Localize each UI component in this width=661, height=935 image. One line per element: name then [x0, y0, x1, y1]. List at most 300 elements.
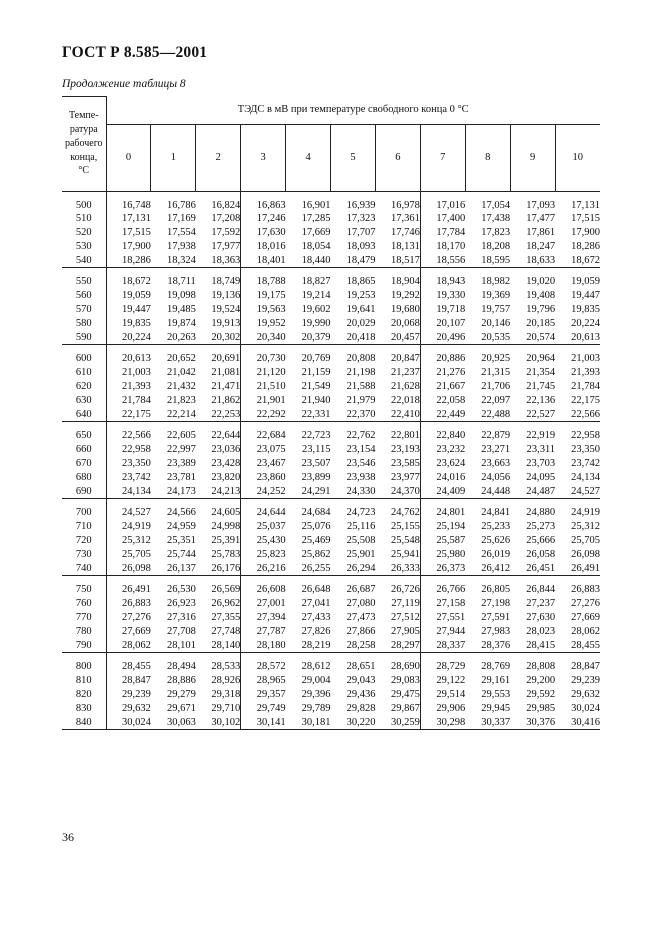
- emf-value-cell: 19,059: [571, 276, 600, 288]
- table-row: [62, 303, 600, 317]
- temperature-cell: 830: [62, 702, 106, 716]
- emf-value-cell: 23,860: [241, 471, 286, 485]
- emf-value-cell: 20,418: [331, 331, 376, 345]
- table-row: [62, 688, 600, 702]
- emf-value-cell: 22,097: [481, 394, 511, 406]
- emf-value-cell: 16,748: [122, 199, 151, 211]
- emf-value-cell: 24,252: [241, 485, 286, 499]
- emf-value-cell: 18,904: [390, 276, 420, 288]
- emf-value-cell: 16,901: [301, 199, 331, 211]
- emf-value-cell: 28,533: [211, 661, 241, 673]
- emf-value-cell: 17,900: [122, 240, 151, 252]
- emf-value-cell: 18,016: [241, 240, 286, 254]
- column-header: 8: [465, 124, 510, 191]
- temperature-cell: 750: [62, 576, 106, 597]
- emf-value-cell: 20,652: [166, 353, 196, 365]
- emf-value-cell: 29,122: [420, 674, 465, 688]
- emf-value-cell: 20,925: [481, 353, 511, 365]
- emf-value-cell: 18,711: [167, 276, 196, 288]
- table-row: [62, 499, 600, 520]
- emf-value-cell: 17,515: [571, 213, 600, 225]
- emf-value-cell: 22,919: [526, 430, 556, 442]
- emf-value-cell: 21,393: [571, 367, 600, 379]
- emf-value-cell: 24,134: [571, 471, 600, 483]
- emf-value-cell: 22,018: [390, 394, 420, 406]
- table-row: [62, 520, 600, 534]
- emf-value-cell: 21,706: [481, 381, 511, 393]
- emf-value-cell: 16,863: [241, 191, 286, 212]
- emf-value-cell: 20,535: [465, 331, 510, 345]
- column-header: 4: [286, 124, 331, 191]
- emf-value-cell: 22,566: [122, 430, 151, 442]
- emf-value-cell: 19,641: [346, 304, 376, 316]
- emf-value-cell: 25,823: [241, 548, 286, 562]
- emf-value-cell: 22,449: [420, 408, 465, 422]
- temperature-cell: 700: [62, 499, 106, 520]
- emf-value-cell: 26,098: [106, 562, 151, 576]
- emf-value-cell: 25,430: [241, 534, 286, 548]
- emf-value-cell: 24,841: [481, 507, 511, 519]
- emf-value-cell: 30,102: [196, 716, 241, 730]
- emf-value-cell: 26,608: [241, 576, 286, 597]
- temperature-cell: 710: [62, 520, 106, 534]
- emf-value-cell: 18,749: [211, 276, 241, 288]
- emf-value-cell: 17,823: [481, 227, 511, 239]
- table-row: [62, 534, 600, 548]
- emf-value-cell: 29,945: [481, 702, 511, 714]
- table-row: [62, 548, 600, 562]
- table-row: [62, 331, 600, 345]
- table-row: [62, 240, 600, 254]
- emf-value-cell: 19,485: [166, 304, 196, 316]
- table-row: [62, 212, 600, 226]
- emf-value-cell: 28,690: [390, 661, 420, 673]
- emf-value-cell: 28,926: [211, 675, 241, 687]
- emf-value-cell: 26,805: [481, 584, 511, 596]
- column-header: 6: [375, 124, 420, 191]
- emf-value-cell: 20,457: [375, 331, 420, 345]
- emf-value-cell: 30,024: [106, 716, 151, 730]
- emf-value-cell: 25,194: [420, 520, 465, 534]
- emf-value-cell: 22,879: [481, 430, 511, 442]
- emf-value-cell: 29,632: [571, 689, 600, 700]
- emf-value-cell: 28,886: [166, 675, 196, 687]
- column-header: 5: [331, 124, 376, 191]
- emf-value-cell: 28,062: [571, 625, 600, 637]
- emf-value-cell: 21,510: [241, 380, 286, 394]
- emf-value-cell: 26,137: [151, 562, 196, 576]
- emf-value-cell: 23,742: [122, 471, 151, 483]
- temperature-cell: 790: [62, 639, 106, 653]
- emf-value-cell: 29,671: [166, 702, 196, 714]
- emf-value-cell: 24,605: [211, 507, 241, 519]
- emf-value-cell: 20,886: [420, 345, 465, 366]
- emf-value-cell: 29,632: [122, 702, 151, 714]
- emf-value-cell: 29,279: [166, 689, 196, 700]
- emf-value-cell: 24,919: [571, 507, 600, 519]
- temperature-cell: 600: [62, 345, 106, 366]
- emf-value-cell: 23,075: [241, 443, 286, 457]
- emf-value-cell: 19,447: [571, 290, 600, 302]
- emf-value-cell: 19,020: [526, 276, 556, 288]
- emf-value-cell: 28,494: [166, 661, 196, 673]
- emf-value-cell: 25,862: [301, 548, 331, 560]
- emf-value-cell: 18,672: [555, 254, 600, 268]
- emf-value-cell: 19,408: [526, 290, 556, 302]
- temperature-cell: 510: [62, 212, 106, 226]
- emf-value-cell: 19,098: [166, 290, 196, 302]
- emf-value-cell: 27,748: [211, 625, 241, 637]
- temperature-cell: 560: [62, 289, 106, 303]
- emf-value-cell: 19,563: [241, 303, 286, 317]
- temperature-cell: 670: [62, 457, 106, 471]
- temperature-cell: 580: [62, 317, 106, 331]
- emf-value-cell: 24,409: [420, 485, 465, 499]
- emf-value-cell: 18,440: [286, 254, 331, 268]
- emf-value-cell: 25,233: [481, 521, 511, 533]
- emf-value-cell: 16,786: [166, 199, 196, 211]
- emf-value-cell: 29,514: [420, 688, 465, 702]
- emf-value-cell: 28,258: [331, 639, 376, 653]
- emf-value-cell: 19,602: [301, 304, 331, 316]
- emf-value-cell: 27,826: [301, 625, 331, 637]
- emf-value-cell: 20,730: [241, 345, 286, 366]
- emf-value-cell: 27,473: [346, 612, 376, 624]
- emf-value-cell: 21,745: [526, 381, 556, 393]
- emf-value-cell: 21,003: [122, 367, 151, 379]
- emf-value-cell: 17,093: [526, 199, 556, 211]
- emf-value-cell: 21,862: [211, 394, 241, 406]
- temperature-header: Темпе-ратура рабочего конца, °С: [62, 97, 106, 192]
- emf-value-cell: 19,447: [122, 304, 151, 316]
- emf-value-cell: 20,340: [241, 331, 286, 345]
- emf-value-cell: 26,491: [555, 562, 600, 576]
- table-row: [62, 443, 600, 457]
- table-row: [62, 254, 600, 268]
- emf-value-cell: 20,029: [346, 317, 376, 329]
- emf-value-cell: 25,155: [390, 521, 420, 533]
- emf-value-cell: 29,239: [122, 689, 151, 700]
- emf-value-cell: 17,131: [122, 213, 151, 225]
- emf-value-cell: 23,467: [241, 457, 286, 471]
- emf-value-cell: 27,866: [346, 625, 376, 637]
- emf-value-cell: 19,680: [390, 304, 420, 316]
- emf-value-cell: 25,705: [122, 548, 151, 560]
- emf-value-cell: 30,063: [151, 716, 196, 730]
- emf-value-cell: 29,083: [390, 675, 420, 687]
- emf-value-cell: 17,900: [571, 227, 600, 239]
- emf-value-cell: 24,448: [465, 485, 510, 499]
- temperature-cell: 760: [62, 597, 106, 611]
- emf-value-cell: 29,004: [301, 675, 331, 687]
- temperature-cell: 770: [62, 611, 106, 625]
- emf-value-cell: 22,723: [301, 430, 331, 442]
- emf-value-cell: 28,180: [241, 639, 286, 653]
- emf-value-cell: 25,273: [526, 521, 556, 533]
- emf-value-cell: 23,350: [571, 444, 600, 456]
- temperature-cell: 730: [62, 548, 106, 562]
- table-row: [62, 674, 600, 688]
- emf-value-cell: 16,978: [390, 199, 420, 211]
- emf-value-cell: 27,237: [526, 598, 556, 610]
- table-row: [62, 394, 600, 408]
- emf-value-cell: 30,220: [331, 716, 376, 730]
- emf-value-cell: 29,357: [241, 688, 286, 702]
- emf-value-cell: 23,154: [346, 444, 376, 456]
- emf-value-cell: 17,208: [211, 213, 241, 225]
- emf-value-cell: 24,684: [301, 507, 331, 519]
- emf-value-cell: 18,286: [571, 240, 600, 252]
- emf-value-cell: 17,861: [526, 227, 556, 239]
- emf-value-cell: 22,175: [106, 408, 151, 422]
- emf-value-cell: 26,883: [122, 598, 151, 610]
- column-header: 3: [241, 124, 286, 191]
- temperature-cell: 620: [62, 380, 106, 394]
- emf-value-cell: 27,158: [420, 597, 465, 611]
- emf-value-cell: 24,998: [211, 521, 241, 533]
- emf-value-cell: 26,687: [346, 584, 376, 596]
- emf-value-cell: 29,592: [526, 689, 556, 700]
- emf-value-cell: 28,140: [196, 639, 241, 653]
- temperature-cell: 550: [62, 268, 106, 289]
- temperature-cell: 740: [62, 562, 106, 576]
- emf-value-cell: 24,880: [526, 507, 556, 519]
- emf-value-cell: 26,294: [331, 562, 376, 576]
- emf-value-cell: 19,990: [301, 317, 331, 329]
- emf-value-cell: 19,214: [301, 290, 331, 302]
- emf-value-cell: 22,958: [571, 430, 600, 442]
- emf-value-cell: 23,232: [420, 443, 465, 457]
- table-row: [62, 597, 600, 611]
- emf-value-cell: 28,808: [526, 661, 556, 673]
- emf-value-cell: 20,068: [390, 317, 420, 329]
- emf-value-cell: 29,710: [211, 702, 241, 714]
- emf-value-cell: 27,551: [420, 611, 465, 625]
- emf-value-cell: 25,941: [390, 548, 420, 560]
- emf-value-cell: 19,292: [390, 290, 420, 302]
- emf-value-cell: 18,595: [465, 254, 510, 268]
- emf-value-cell: 20,847: [390, 353, 420, 365]
- emf-value-cell: 18,517: [375, 254, 420, 268]
- emf-value-cell: 22,684: [241, 422, 286, 443]
- emf-value-cell: 21,198: [346, 367, 376, 379]
- emf-value-cell: 21,432: [166, 381, 196, 393]
- page-number: 36: [62, 830, 74, 844]
- emf-value-cell: 29,318: [211, 689, 241, 700]
- emf-value-cell: 29,239: [571, 675, 600, 687]
- emf-value-cell: 20,224: [106, 331, 151, 345]
- emf-value-cell: 19,952: [241, 317, 286, 331]
- emf-value-cell: 19,757: [481, 304, 511, 316]
- emf-value-cell: 24,919: [122, 521, 151, 533]
- emf-value-cell: 29,475: [390, 689, 420, 700]
- emf-value-cell: 21,784: [571, 381, 600, 393]
- emf-value-cell: 27,591: [481, 612, 511, 624]
- emf-value-cell: 24,801: [420, 499, 465, 520]
- emf-value-cell: 25,705: [571, 535, 600, 547]
- column-header: 9: [510, 124, 555, 191]
- emf-value-cell: 19,330: [420, 289, 465, 303]
- emf-value-cell: 20,107: [420, 317, 465, 331]
- table-row: [62, 226, 600, 240]
- emf-value-cell: 27,433: [301, 612, 331, 624]
- emf-value-cell: 26,491: [122, 584, 151, 596]
- emf-value-cell: 17,361: [390, 213, 420, 225]
- emf-value-cell: 18,208: [481, 240, 511, 252]
- emf-value-cell: 30,337: [465, 716, 510, 730]
- emf-unit-header: ТЭДС в мВ при температуре свободного конца 0 °С: [106, 97, 600, 125]
- emf-value-cell: 29,043: [346, 675, 376, 687]
- emf-value-cell: 25,744: [166, 548, 196, 560]
- emf-value-cell: 27,905: [390, 625, 420, 637]
- column-header: 7: [420, 124, 465, 191]
- emf-value-cell: 27,394: [241, 611, 286, 625]
- emf-value-cell: 27,041: [301, 598, 331, 610]
- emf-value-cell: 26,962: [211, 598, 241, 610]
- emf-value-cell: 24,134: [106, 485, 151, 499]
- emf-value-cell: 20,964: [526, 353, 556, 365]
- emf-value-cell: 27,630: [526, 612, 556, 624]
- emf-value-cell: 23,820: [211, 471, 241, 483]
- emf-value-cell: 22,136: [526, 394, 556, 406]
- emf-value-cell: 29,985: [526, 702, 556, 714]
- emf-value-cell: 21,276: [420, 366, 465, 380]
- emf-value-cell: 28,612: [301, 661, 331, 673]
- emf-value-cell: 28,847: [571, 661, 600, 673]
- emf-value-cell: 24,527: [555, 485, 600, 499]
- emf-value-cell: 18,827: [301, 276, 331, 288]
- emf-value-cell: 22,253: [196, 408, 241, 422]
- emf-value-cell: 20,613: [555, 331, 600, 345]
- emf-value-cell: 26,451: [510, 562, 555, 576]
- emf-value-cell: 23,703: [526, 458, 556, 470]
- emf-value-cell: 26,333: [375, 562, 420, 576]
- emf-value-cell: 24,056: [481, 471, 511, 483]
- temperature-cell: 570: [62, 303, 106, 317]
- emf-value-cell: 24,330: [331, 485, 376, 499]
- emf-value-cell: 24,723: [346, 507, 376, 519]
- emf-value-cell: 23,311: [526, 444, 556, 456]
- emf-value-cell: 28,729: [420, 653, 465, 674]
- emf-value-cell: 22,566: [555, 408, 600, 422]
- emf-value-cell: 21,471: [211, 381, 241, 393]
- emf-value-cell: 28,572: [241, 653, 286, 674]
- emf-value-cell: 24,644: [241, 499, 286, 520]
- emf-value-cell: 29,867: [390, 702, 420, 714]
- table-row: [62, 457, 600, 471]
- emf-value-cell: 18,170: [420, 240, 465, 254]
- temperature-cell: 650: [62, 422, 106, 443]
- emf-value-cell: 28,337: [420, 639, 465, 653]
- emf-value-cell: 22,997: [166, 444, 196, 456]
- emf-value-cell: 26,648: [301, 584, 331, 596]
- table-row: [62, 702, 600, 716]
- emf-value-cell: 17,554: [166, 227, 196, 239]
- emf-value-cell: 25,783: [211, 548, 241, 560]
- emf-value-cell: 29,749: [241, 702, 286, 716]
- temperature-cell: 660: [62, 443, 106, 457]
- table-caption: Продолжение таблицы 8: [62, 78, 186, 90]
- emf-value-cell: 27,276: [122, 612, 151, 624]
- temperature-cell: 630: [62, 394, 106, 408]
- emf-value-cell: 27,669: [122, 625, 151, 637]
- emf-value-cell: 22,644: [211, 430, 241, 442]
- emf-value-cell: 22,762: [346, 430, 376, 442]
- emf-value-cell: 23,899: [301, 471, 331, 483]
- temperature-cell: 540: [62, 254, 106, 268]
- emf-value-cell: 25,312: [571, 521, 600, 533]
- emf-value-cell: 25,666: [526, 535, 556, 547]
- emf-value-cell: 28,023: [526, 625, 556, 637]
- emf-value-cell: 16,824: [211, 199, 241, 211]
- emf-value-cell: 21,940: [301, 394, 331, 406]
- emf-value-cell: 30,141: [241, 716, 286, 730]
- emf-value-cell: 29,789: [301, 702, 331, 714]
- emf-value-cell: 25,469: [301, 535, 331, 547]
- emf-value-cell: 19,913: [211, 317, 241, 329]
- emf-value-cell: 27,787: [241, 625, 286, 639]
- emf-value-cell: 17,246: [241, 212, 286, 226]
- emf-value-cell: 28,769: [481, 661, 511, 673]
- emf-value-cell: 30,024: [571, 702, 600, 714]
- emf-value-cell: 24,762: [390, 507, 420, 519]
- column-header: 2: [196, 124, 241, 191]
- temperature-cell: 820: [62, 688, 106, 702]
- emf-value-cell: 30,298: [420, 716, 465, 730]
- emf-value-cell: 20,808: [346, 353, 376, 365]
- emf-value-cell: 19,874: [166, 317, 196, 329]
- emf-value-cell: 21,901: [241, 394, 286, 408]
- emf-value-cell: 22,840: [420, 422, 465, 443]
- emf-value-cell: 22,488: [465, 408, 510, 422]
- emf-value-cell: 26,176: [196, 562, 241, 576]
- emf-value-cell: 23,193: [390, 444, 420, 456]
- emf-value-cell: 17,784: [420, 226, 465, 240]
- emf-value-cell: 25,548: [390, 535, 420, 547]
- emf-value-cell: 17,131: [571, 199, 600, 211]
- emf-value-cell: 26,255: [286, 562, 331, 576]
- emf-value-cell: 27,001: [241, 597, 286, 611]
- emf-value-cell: 24,959: [166, 521, 196, 533]
- emf-value-cell: 24,213: [196, 485, 241, 499]
- emf-value-cell: 25,980: [420, 548, 465, 562]
- temperature-cell: 810: [62, 674, 106, 688]
- emf-value-cell: 17,169: [166, 213, 196, 225]
- emf-value-cell: 24,016: [420, 471, 465, 485]
- emf-value-cell: 27,119: [391, 598, 420, 610]
- emf-value-cell: 27,944: [420, 625, 465, 639]
- emf-value-cell: 18,324: [151, 254, 196, 268]
- emf-value-cell: 26,216: [241, 562, 286, 576]
- table-row: [62, 317, 600, 331]
- emf-value-cell: 21,588: [346, 381, 376, 393]
- temperature-cell: 520: [62, 226, 106, 240]
- emf-value-cell: 17,630: [241, 226, 286, 240]
- emf-value-cell: 24,527: [122, 507, 151, 519]
- emf-value-cell: 17,016: [420, 191, 465, 212]
- emf-value-cell: 23,428: [211, 458, 241, 470]
- emf-value-cell: 29,200: [526, 675, 556, 687]
- emf-value-cell: 25,116: [346, 521, 376, 533]
- emf-value-cell: 19,136: [211, 290, 241, 302]
- table-row: [62, 576, 600, 597]
- column-header: 1: [151, 124, 196, 191]
- emf-value-cell: 21,315: [481, 367, 511, 379]
- emf-value-cell: 28,965: [241, 674, 286, 688]
- emf-value-cell: 26,766: [420, 576, 465, 597]
- emf-value-cell: 19,796: [526, 304, 556, 316]
- emf-value-cell: 18,131: [390, 240, 420, 252]
